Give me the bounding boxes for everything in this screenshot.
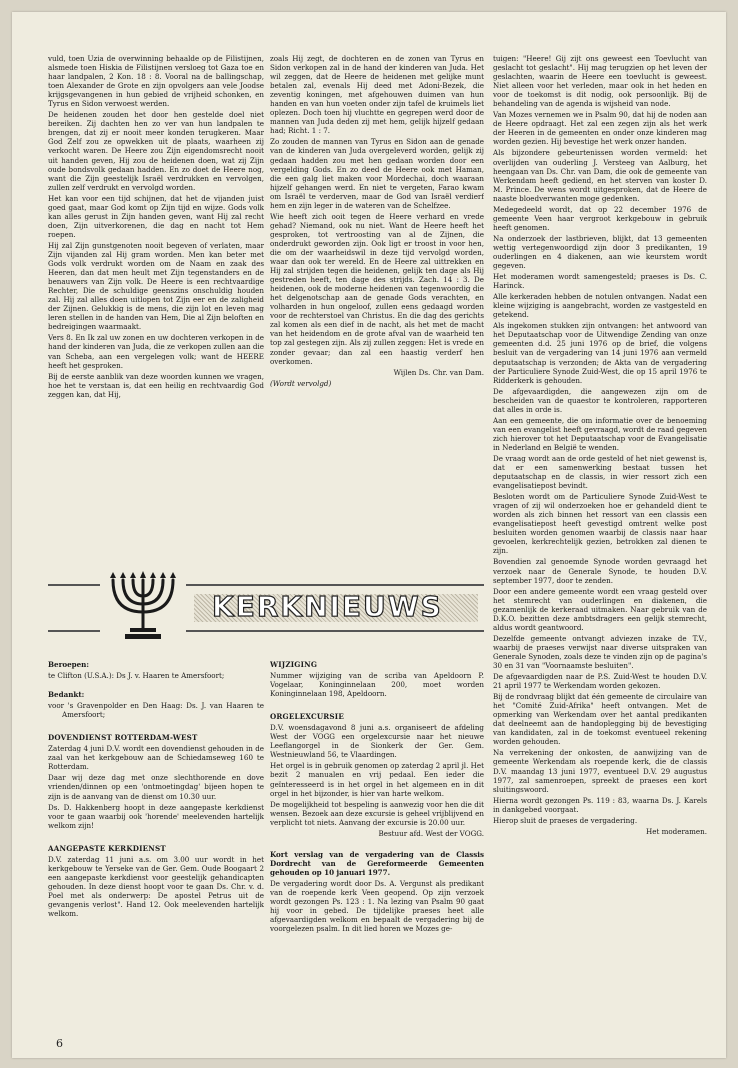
article-column-1 xyxy=(48,54,264,554)
report-paragraph: Na verrekening der onkosten, de aanwijzing van de gemeente Werkendam als roepende kerk, die de classis D.V. maandag 13 juni 1977, eventueel D.V. 29 augustus 1977, zal samenroepen, spreekt de praeses een kort sluitingswoord. xyxy=(493,748,707,794)
orgelexcursie-heading: ORGELEXCURSIE xyxy=(270,712,344,722)
report-paragraph: De afgevaardigden naar de P.S. Zuid-West te houden D.V. 21 april 1977 te Werkendam worden gekozen. xyxy=(493,672,707,691)
kerknieuws-title: KERKNIEUWS xyxy=(212,590,443,623)
article-paragraph: zoals Hij zegt, de dochteren en de zonen van Tyrus en Sidon verkopen zal in de hand der kinderen van Juda. Het wil zeggen, dat de Heere de heidenen met gelijke munt betalen zal, evenals Hij deed met Adoni-Bezek, die zeventig koningen, met afgehouwen duimen van hun handen en van hun voeten onder zijn tafel de kruimels liet oplezen. Doch toen hij vluchtte en gegrepen werd door de mannen van Juda deden zij met hem, gelijk hijzelf gedaan had; Richt. 1 : 7. xyxy=(270,54,484,136)
news-column-2 xyxy=(270,660,484,1048)
article-paragraph: vuld, toen Uzia de overwinning behaalde op de Filistijnen, alsmede toen Hiskia de Filistijnen versloeg tot Gaza toe en haar landpalen, 2 Kon. 18 : 8. Vooral na de ballingschap, toen Alexander de Grote en zijn opvolgers aan vele Joodse krijgsgevangenen in hun gebied de vrijheid schonken, en Tyrus en Sidon verwoest werden. xyxy=(48,54,264,109)
report-paragraph: Het moderamen wordt samengesteld; praeses is Ds. C. Harinck. xyxy=(493,272,707,291)
article-paragraph: Wie heeft zich ooit tegen de Heere verhard en vrede gehad? Niemand, ook nu niet. Want de Heere heeft het gesproken, tot vertroosting van al de Zijnen, die onderdrukt geworden zijn. Ook ligt er troost in voor hen, die om der waarheidswil in deze tijd vervolgd worden, waar dan ook ter wereld. En de Heere zal uittrekken en Hij zal strijden tegen die heidenen, gelijk ten dage als Hij gestreden heeft, ten dage des strijds. Zach. 14 : 3. De heidenen, ook de moderne heidenen van tegenwoordig die het delgenotschap aan de genade Gods verachten, en volharden in hun ongeloof, zullen eens gedaagd worden voor de rechterstoel van Christus. En die dag des gerichts zal komen als een dief in de nacht, als het met de macht van het heidendom en de grote afval van de waarheid ten top zal gestegen zijn. Als zij zullen zeggen: Het is vrede en zonder gevaar; dan zal een haastig verderf hen overkomen. xyxy=(270,211,484,366)
news-paragraph: Ds. D. Hakkenberg hoopt in deze aangepaste kerkdienst voor te gaan waarbij ook 'horende' meelevenden hartelijk welkom zijn! xyxy=(48,802,264,830)
report-paragraph: Hierna wordt gezongen Ps. 119 : 83, waarna Ds. J. Karels in dankgebed voorgaat. xyxy=(493,795,707,814)
news-paragraph: Zaterdag 4 juni D.V. wordt een dovendienst gehouden in de zaal van het kerkgebouw aan de Schiedamseweg 160 te Rotterdam. xyxy=(48,744,264,772)
report-paragraph: Bovendien zal genoemde Synode worden gevraagd het verzoek naar de Generale Synode, te houden D.V. september 1977, door te zenden. xyxy=(493,557,707,585)
newspaper-page xyxy=(12,12,726,1058)
article-signature: Wijlen Ds. Chr. van Dam. xyxy=(393,367,484,377)
news-paragraph: De mogelijkheid tot bespeling is aanwezig voor hen die dit wensen. Bezoek aan deze excursie is geheel vrijblijvend en verplicht tot niets. Aanvang der excursie is 20.00 uur. xyxy=(270,799,484,827)
report-paragraph: Bij de rondvraag blijkt dat één gemeente de circulaire van het "Comité Zuid-Afrika" heeft ontvangen. Met de opmerking van Werkendam over het aantal predikanten dat deelneemt aan de handoplegging bij de bevestiging van kandidaten, zal in de toekomst eventueel rekening worden gehouden. xyxy=(493,692,707,747)
kerknieuws-banner xyxy=(48,564,484,648)
report-paragraph: De vraag wordt aan de orde gesteld of het niet gewenst is, dat er een samenwerking bestaat tussen het deputaatschap en de classis, in wier ressort zich een evangelisatiepost bevindt. xyxy=(493,453,707,491)
orgel-signature: Bestuur afd. West der VOGG. xyxy=(378,828,484,838)
news-paragraph: Het orgel is in gebruik genomen op zaterdag 2 april jl. Het bezit 2 manualen en vrij pedaal. Een ieder die geïnteresseerd is in het orgel in het algemeen en in dit orgel in het bijzonder, is hier van harte welkom. xyxy=(270,761,484,798)
news-paragraph: D.V. woensdagavond 8 juni a.s. organiseert de afdeling West der VOGG een orgelexcursie naar het nieuwe Leeflangorgel in de Sionkerk der Ger. Gem. Westnieuwland 56, te Vlaardingen. xyxy=(270,723,484,760)
report-paragraph: Medegedeeld wordt, dat op 22 december 1976 de gemeente Veen haar vergroot kerkgebouw in gebruik heeft genomen. xyxy=(493,204,707,232)
article-paragraph: Het kan voor een tijd schijnen, dat het de vijanden juist goed gaat, maar God komt op Zijn tijd en wijze. Gods volk kan alles gerust in Zijn handen geven, want Hij zal recht doen, Zijn uitverkorenen, die dag en nacht tot Hem roepen. xyxy=(48,193,264,239)
news-paragraph: Daar wij deze dag met onze slechthorende en dove vrienden/dinnen op een 'ontmoetingdag' bijeen hopen te zijn is de aanvang van de dienst om 10.30 uur. xyxy=(48,773,264,801)
report-paragraph: Als bijzondere gebeurtenissen worden vermeld: het overlijden van ouderling J. Versteeg van Aalburg, het heengaan van Ds. Chr. van Dam, die ook de gemeente van Werkendam heeft gediend, en het sterven van koster D. M. Prince. De wens wordt uitgesproken, dat de Heere de naaste bloedverwanten moge gedenken. xyxy=(493,148,707,203)
news-column-1 xyxy=(48,660,264,1048)
report-paragraph: Dezelfde gemeente ontvangt adviezen inzake de T.V., waarbij de praeses verwijst naar diverse uitspraken van Generale Synoden, zoals deze te vinden zijn op de pagina's 30 en 31 van "Voornaamste besluiten". xyxy=(493,633,707,670)
news-paragraph: D.V. zaterdag 11 juni a.s. om 3.00 uur wordt in het kerkgebouw te Yerseke van de Ger. Gem. Oude Boogaart 2 een aangepaste kerkdienst voor geestelijk gehandicapten gehouden. In deze dienst hoopt voor te gaan Ds. Chr. v. d. Poel met als onderwerp: De apostel Petrus uit de gevangenis verlost". Hand 12. Ook meelevenden hartelijk welkom. xyxy=(48,854,264,919)
article-paragraph: Zo zouden de mannen van Tyrus en Sidon aan de genade van de kinderen van Juda overgeleverd worden, gelijk zij gedaan hadden zou met hen gedaan worden door een vergelding Gods. En zo deed de Heere ook met Haman, die een galg liet maken voor Mordechai, doch waaraan hijzelf gehangen werd. En niet te vergeten, Farao kwam om Israël te verderven, maar de God van Israël verdierf hem en zijn leger in de wateren van de Schelfzee. xyxy=(270,137,484,210)
page-number: 6 xyxy=(56,1037,63,1050)
classis-report-heading: Kort verslag van de vergadering van de Classis Dordrecht van de Gereformeerde Gemeenten gehouden op 10 januari 1977. xyxy=(270,849,484,877)
report-paragraph: Als ingekomen stukken zijn ontvangen: het antwoord van het Deputaatschap voor de Uitwendige Zending van onze gemeenten d.d. 25 juni 1976 op de brief, die volgens besluit van de vergadering van 14 juni 1976 aan vermeld deputaatschap is verzonden; de Akta van de vergadering der Particuliere Synode Zuid-West, die op 15 april 1976 te Ridderkerk is gehouden. xyxy=(493,321,707,385)
article-column-2 xyxy=(270,54,484,554)
classis-report-column xyxy=(493,54,707,1050)
news-paragraph: De vergadering wordt door Ds. A. Vergunst als predikant van de roepende kerk Veen geopend. Op zijn verzoek wordt gezongen Ps. 123 : 1. Na lezing van Psalm 90 gaat hij voor in gebed. De tijdelijke praeses heet alle afgevaardigden welkom en bepaalt de vergadering bij de voorgelezen psalm. In dit lied horen we Mozes ge- xyxy=(270,878,484,934)
continued-note: (Wordt vervolgd) xyxy=(270,378,332,388)
moderamen-signature: Het moderamen. xyxy=(646,826,707,836)
wijziging-heading: WIJZIGING xyxy=(270,660,318,669)
report-paragraph: Alle kerkeraden hebben de notulen ontvangen. Nadat een kleine wijziging is aangebracht, worden ze vastgesteld en getekend. xyxy=(493,292,707,320)
report-paragraph: Na onderzoek der lastbrieven, blijkt, dat 13 gemeenten wettig vertegenwoordigd zijn door 3 predikanten, 19 ouderlingen en 4 diakenen, aan wie keurstem wordt gegeven. xyxy=(493,233,707,271)
aangepaste-kerkdienst-heading: AANGEPASTE KERKDIENST xyxy=(48,843,166,853)
news-paragraph: Nummer wijziging van de scriba van Apeldoorn P. Vogelaar, Koninginnelaan 200, moet worden Koninginnelaan 198, Apeldoorn. xyxy=(270,671,484,699)
report-paragraph: Hierop sluit de praeses de vergadering. xyxy=(493,815,638,825)
menorah-icon xyxy=(100,568,186,646)
beroepen-label: Beroepen: xyxy=(48,660,90,669)
report-paragraph: Besloten wordt om de Particuliere Synode Zuid-West te vragen of zij wil onderzoeken hoe er gehandeld dient te worden als zich binnen het ressort van een classis een evangelisatiepost heeft gevestigd omtrent welke post besluiten worden genomen waarbij de classis naar haar gevoelen, kerkrechtelijk gezien, betrokken zal dienen te zijn. xyxy=(493,492,707,556)
dovendienst-heading: DOVENDIENST ROTTERDAM-WEST xyxy=(48,733,198,743)
article-paragraph: Bij de eerste aanblik van deze woorden kunnen we vragen, hoe het te verstaan is, dat een heilig en rechtvaardig God zeggen kan, dat Hij, xyxy=(48,371,264,399)
bedankt-entry: voor 's Gravenpolder en Den Haag: Ds. J. van Haaren te Amersfoort; xyxy=(48,701,264,720)
bedankt-label: Bedankt: xyxy=(48,690,85,700)
beroepen-entry: te Clifton (U.S.A.): Ds J. v. Haaren te Amersfoort; xyxy=(48,671,225,681)
article-paragraph: Vers 8. En Ik zal uw zonen en uw dochteren verkopen in de hand der kinderen van Juda, die ze verkopen zullen aan die van Scheba, aan een vergelegen volk; want de HEERE heeft het gesproken. xyxy=(48,333,264,370)
report-paragraph: tuigen: "Heere! Gij zijt ons geweest een Toevlucht van geslacht tot geslacht". Hij mag terugzien op het leven der geslachten, waarin de Heere een toevlucht is geweest. Niet alleen voor het verleden, maar ook in het heden en voor de toekomst is dit nodig, ook persoonlijk. Bij de behandeling van de agenda is wijsheid van node. xyxy=(493,54,707,109)
report-paragraph: Van Mozes vernemen we in Psalm 90, dat hij de noden aan de Heere opdraagt. Het zal een zegen zijn als het werk der Heeren in de gemeenten en onder onze kinderen mag worden gezien. Hij bevestige het werk onzer handen. xyxy=(493,110,707,147)
report-paragraph: Door een andere gemeente wordt een vraag gesteld over het stemrecht van ouderlingen en diakenen, die gezamenlijk de kerkeraad uitmaken. Naar gebruik van de D.K.O. bezitten deze ambtsdragers een gelijk stemrecht, aldus wordt geantwoord. xyxy=(493,586,707,632)
report-paragraph: Aan een gemeente, die om informatie over de benoeming van een evangelist heeft gevraagd, wordt de raad gegeven zich hierover tot het Deputaatschap voor de Evangelisatie in Nederland en België te wenden. xyxy=(493,415,707,452)
report-paragraph: De afgevaardigden, die aangewezen zijn om de bescheiden van de quaestor te kontroleren, rapporteren dat alles in orde is. xyxy=(493,386,707,414)
article-paragraph: De heidenen zouden het door hen gestelde doel niet bereiken. Zij dachten hen zo ver van hun landpalen te brengen, dat zij er nooit meer konden terugkeren. Maar God Zelf zou ze opwekken uit de plaats, waarheen zij verkocht waren. De Heere zou Zijn eigendomsrecht nooit uit handen geven, Hij zou de heidenen doen, wat zij Zijn oude bondsvolk gedaan hadden. En zo doet de Heere nog, want die Zijn geestelijk Israël verdrukken en vervolgen, zullen zelf verdrukt en vervolgd worden. xyxy=(48,110,264,192)
article-paragraph: Hij zal Zijn gunstgenoten nooit begeven of verlaten, maar Zijn vijanden zal Hij gram worden. Men kan beter met Gods volk verdrukt worden om de Naam en zaak des Heeren, dan dat men heult met Zijn tegenstanders en de benauwers van Zijn volk. De Heere is een rechtvaardige Rechter, Die de schuldige geenszins onschuldig houden zal. Hij zal alles doen uitlopen tot Zijn eer en de zaligheid der Zijnen. Gelukkig is de mens, die zijn lot en leven mag leren stellen in de handen van Hem, Die al Zijn beloften en bedreigingen waarmaakt. xyxy=(48,240,264,332)
